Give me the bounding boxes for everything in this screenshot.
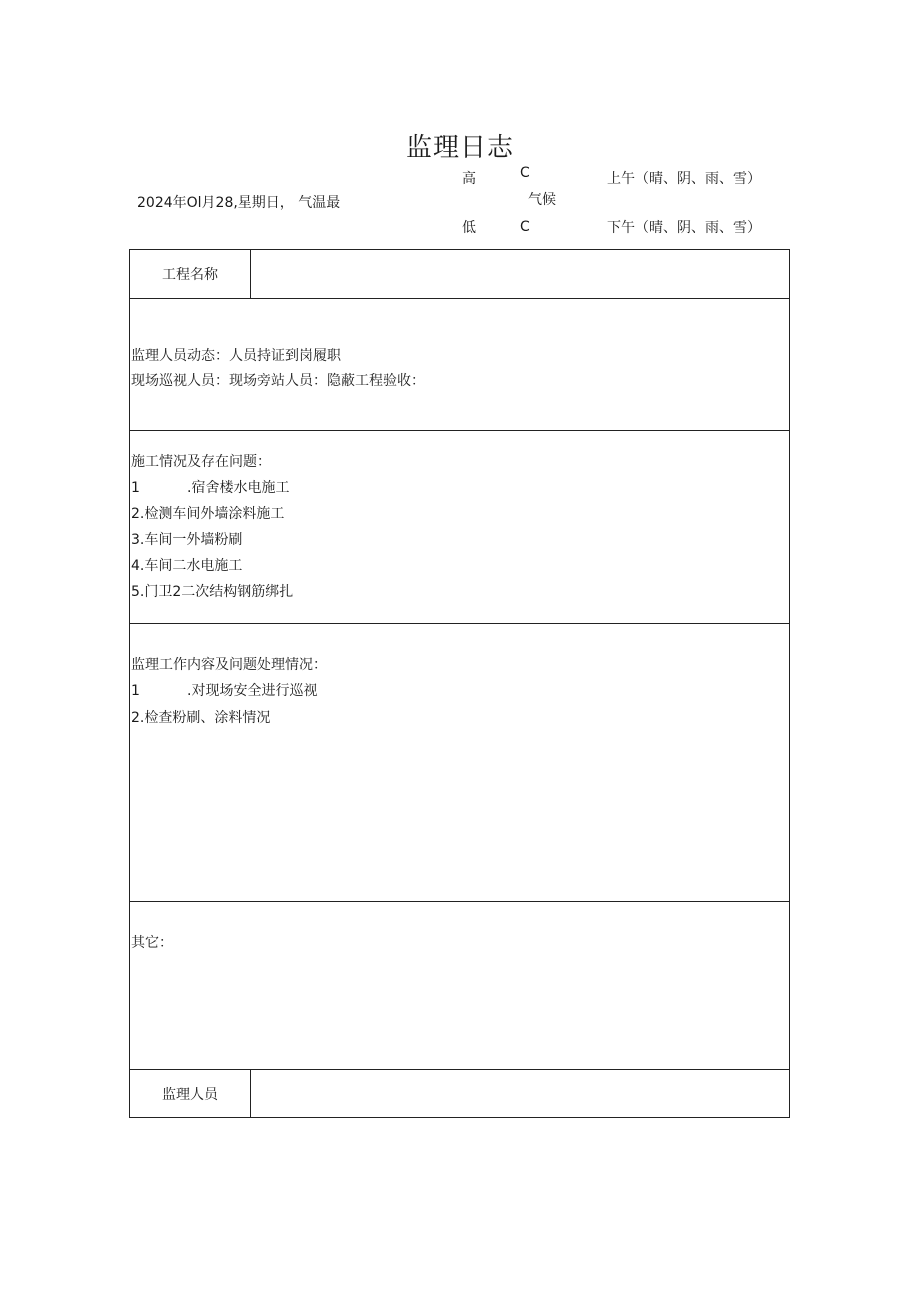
log-table [129, 249, 790, 1118]
project-row [130, 250, 789, 299]
page-title: 监理日志 [405, 133, 514, 163]
other-heading: 其它： [131, 935, 173, 951]
pm-weather: 下午（晴、阴、雨、雪） [607, 220, 761, 236]
list-item: 1 .宿舍楼水电施工 [131, 480, 290, 496]
temp-high-unit: C [520, 165, 530, 181]
list-item: 4.车间二水电施工 [131, 558, 243, 574]
supervision-heading: 监理工作内容及问题处理情况： [131, 657, 327, 673]
list-item: 3.车间一外墙粉刷 [131, 532, 243, 548]
staff-dynamics-section [130, 299, 789, 431]
list-item: 1 .对现场安全进行巡视 [131, 683, 318, 699]
date-line: 2024年Ol月28,星期日， 气温最 [137, 195, 341, 211]
construction-section [130, 431, 789, 624]
temp-low-label: 低 [462, 220, 476, 236]
project-label: 工程名称 [130, 250, 251, 298]
construction-heading: 施工情况及存在问题： [131, 454, 271, 470]
temp-low-unit: C [520, 219, 530, 235]
staff-dynamics-line1: 监理人员动态：人员持证到岗履职 [131, 348, 341, 364]
supervisor-label: 监理人员 [130, 1070, 251, 1117]
list-item: 2.检查粉刷、涂料情况 [131, 710, 271, 726]
other-section [130, 902, 789, 1070]
supervision-section [130, 624, 789, 902]
list-item: 5.门卫2二次结构钢筋绑扎 [131, 584, 294, 600]
list-item: 2.检测车间外墙涂料施工 [131, 506, 285, 522]
temp-high-label: 高 [462, 171, 476, 187]
supervisor-row [130, 1070, 789, 1117]
am-weather: 上午（晴、阴、雨、雪） [607, 171, 761, 187]
weather-label: 气候 [528, 192, 556, 208]
staff-dynamics-line2: 现场巡视人员：现场旁站人员：隐蔽工程验收： [131, 373, 425, 389]
